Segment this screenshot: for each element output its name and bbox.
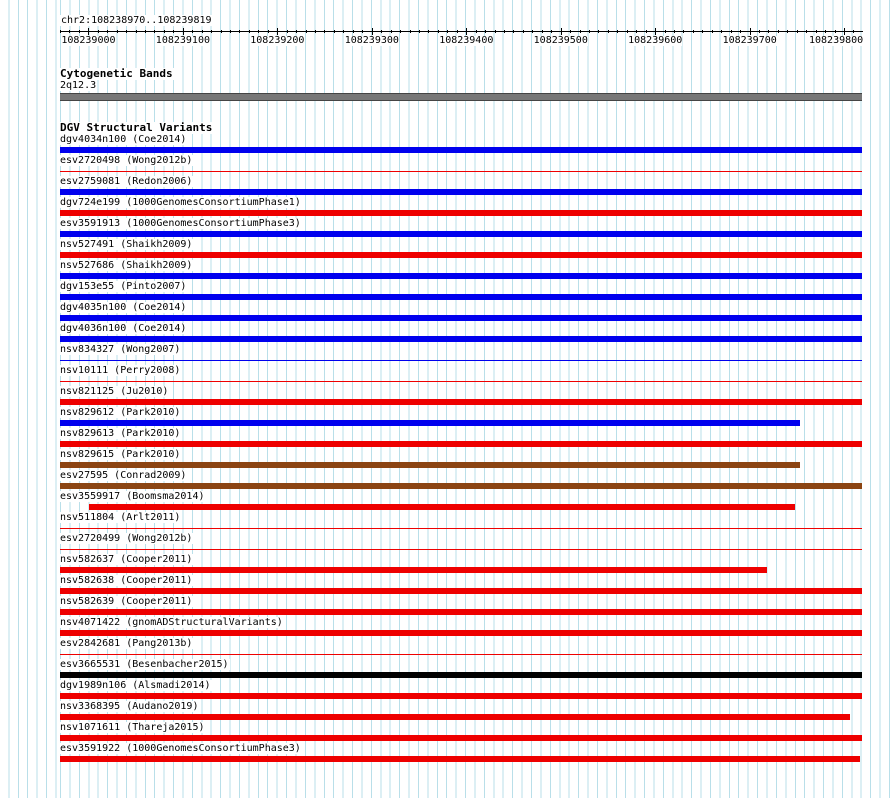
variant-label[interactable]: dgv724e199 (1000GenomesConsortiumPhase1) <box>60 197 301 208</box>
variant-bar[interactable] <box>60 171 862 172</box>
ruler-tick-label: 108239000 <box>61 35 116 46</box>
ruler-minor-tick <box>324 30 325 33</box>
variant-bar[interactable] <box>60 381 862 382</box>
ruler-minor-tick <box>173 30 174 33</box>
ruler-minor-tick <box>258 30 259 33</box>
ruler-minor-tick <box>665 30 666 33</box>
ruler-minor-tick <box>400 30 401 33</box>
ruler-minor-tick <box>296 30 297 33</box>
variant-label[interactable]: dgv1989n106 (Alsmadi2014) <box>60 680 211 691</box>
ruler-minor-tick <box>778 30 779 33</box>
variant-label[interactable]: esv2720498 (Wong2012b) <box>60 155 193 166</box>
variant-label[interactable]: nsv1071611 (Thareja2015) <box>60 722 205 733</box>
variant-bar[interactable] <box>60 672 862 678</box>
ruler-minor-tick <box>580 30 581 33</box>
variant-bar[interactable] <box>60 294 862 300</box>
variant-bar[interactable] <box>60 189 862 195</box>
ruler-minor-tick <box>343 30 344 33</box>
ruler-major-tick <box>561 28 562 35</box>
ruler-minor-tick <box>79 30 80 33</box>
variant-label[interactable]: dgv4036n100 (Coe2014) <box>60 323 187 334</box>
variant-label[interactable]: nsv821125 (Ju2010) <box>60 386 169 397</box>
ruler-minor-tick <box>712 30 713 33</box>
ruler-minor-tick <box>419 30 420 33</box>
ruler-minor-tick <box>447 30 448 33</box>
variant-bar[interactable] <box>89 504 795 510</box>
ruler-minor-tick <box>787 30 788 33</box>
variant-bar[interactable] <box>60 147 862 153</box>
ruler-minor-tick <box>589 30 590 33</box>
dgv-track-title[interactable]: DGV Structural Variants <box>60 121 213 134</box>
variant-label[interactable]: nsv582637 (Cooper2011) <box>60 554 193 565</box>
ruler-tick-label: 108239600 <box>628 35 683 46</box>
ruler-minor-tick <box>513 30 514 33</box>
ruler-tick-label: 108239800 <box>809 35 864 46</box>
ruler-minor-tick <box>69 30 70 33</box>
ruler-minor-tick <box>126 30 127 33</box>
variant-bar[interactable] <box>60 549 862 550</box>
variant-label[interactable]: esv27595 (Conrad2009) <box>60 470 187 481</box>
ruler-tick-label: 108239100 <box>155 35 210 46</box>
ruler-minor-tick <box>693 30 694 33</box>
variant-label[interactable]: nsv829613 (Park2010) <box>60 428 181 439</box>
ruler-minor-tick <box>164 30 165 33</box>
ruler-major-tick <box>750 28 751 35</box>
ruler-minor-tick <box>287 30 288 33</box>
variant-bar[interactable] <box>60 567 767 573</box>
ruler-minor-tick <box>532 30 533 33</box>
variant-label[interactable]: nsv3368395 (Audano2019) <box>60 701 199 712</box>
ruler-minor-tick <box>145 30 146 33</box>
variant-label[interactable]: nsv582638 (Cooper2011) <box>60 575 193 586</box>
ruler-major-tick <box>277 28 278 35</box>
ruler-minor-tick <box>674 30 675 33</box>
variant-bar[interactable] <box>60 315 862 321</box>
variant-label[interactable]: dgv4034n100 (Coe2014) <box>60 134 187 145</box>
ruler-minor-tick <box>428 30 429 33</box>
ruler-minor-tick <box>268 30 269 33</box>
ruler-tick-label: 108239200 <box>250 35 305 46</box>
ruler-minor-tick <box>759 30 760 33</box>
ruler-minor-tick <box>438 30 439 33</box>
ruler-minor-tick <box>768 30 769 33</box>
ruler-minor-tick <box>98 30 99 33</box>
variant-bar[interactable] <box>60 252 862 258</box>
ruler-minor-tick <box>391 30 392 33</box>
ruler-major-tick <box>183 28 184 35</box>
ruler-minor-tick <box>495 30 496 33</box>
ruler-major-tick <box>466 28 467 35</box>
ruler-major-tick <box>655 28 656 35</box>
ruler-minor-tick <box>136 30 137 33</box>
ruler-minor-tick <box>721 30 722 33</box>
ruler-minor-tick <box>154 30 155 33</box>
ruler-minor-tick <box>598 30 599 33</box>
variant-label[interactable]: esv3591913 (1000GenomesConsortiumPhase3) <box>60 218 301 229</box>
variant-bar[interactable] <box>60 273 862 279</box>
ruler-minor-tick <box>60 30 61 33</box>
ruler-minor-tick <box>825 30 826 33</box>
variant-label[interactable]: nsv829615 (Park2010) <box>60 449 181 460</box>
ruler-minor-tick <box>192 30 193 33</box>
variant-label[interactable]: nsv511804 (Arlt2011) <box>60 512 181 523</box>
variant-bar[interactable] <box>60 462 800 468</box>
ruler-minor-tick <box>608 30 609 33</box>
ruler-minor-tick <box>239 30 240 33</box>
ruler-minor-tick <box>362 30 363 33</box>
ruler-minor-tick <box>334 30 335 33</box>
ruler-minor-tick <box>570 30 571 33</box>
variant-label[interactable]: nsv527491 (Shaikh2009) <box>60 239 193 250</box>
variant-bar[interactable] <box>60 693 862 699</box>
ruler-tick-label: 108239500 <box>533 35 588 46</box>
ruler-minor-tick <box>230 30 231 33</box>
ruler-major-tick <box>372 28 373 35</box>
ruler-minor-tick <box>646 30 647 33</box>
ruler-line <box>60 31 863 32</box>
variant-bar[interactable] <box>60 483 862 489</box>
ruler-major-tick <box>844 28 845 35</box>
ruler-major-tick <box>88 28 89 35</box>
ruler-minor-tick <box>504 30 505 33</box>
ruler-minor-tick <box>381 30 382 33</box>
ruler-minor-tick <box>457 30 458 33</box>
variant-label[interactable]: esv2720499 (Wong2012b) <box>60 533 193 544</box>
variant-label[interactable]: esv2842681 (Pang2013b) <box>60 638 193 649</box>
ruler-tick-label: 108239400 <box>439 35 494 46</box>
ruler-minor-tick <box>117 30 118 33</box>
variant-label[interactable]: esv3559917 (Boomsma2014) <box>60 491 205 502</box>
ruler-minor-tick <box>731 30 732 33</box>
variant-label[interactable]: esv2759081 (Redon2006) <box>60 176 193 187</box>
ruler-minor-tick <box>797 30 798 33</box>
ruler-minor-tick <box>485 30 486 33</box>
variant-label[interactable]: nsv10111 (Perry2008) <box>60 365 181 376</box>
ruler-tick-label: 108239700 <box>722 35 777 46</box>
ruler-minor-tick <box>617 30 618 33</box>
ruler-tick-label: 108239300 <box>344 35 399 46</box>
variant-bar[interactable] <box>60 420 800 426</box>
ruler-minor-tick <box>627 30 628 33</box>
variant-bar[interactable] <box>60 630 862 636</box>
ruler-minor-tick <box>476 30 477 33</box>
ruler-minor-tick <box>853 30 854 33</box>
ruler-minor-tick <box>835 30 836 33</box>
ruler-minor-tick <box>221 30 222 33</box>
variant-bar[interactable] <box>60 756 860 762</box>
ruler-minor-tick <box>683 30 684 33</box>
variant-label[interactable]: nsv527686 (Shaikh2009) <box>60 260 193 271</box>
variant-label[interactable]: nsv829612 (Park2010) <box>60 407 181 418</box>
ruler-minor-tick <box>315 30 316 33</box>
ruler-minor-tick <box>806 30 807 33</box>
ruler-minor-tick <box>107 30 108 33</box>
variant-label[interactable]: nsv4071422 (gnomADStructuralVariants) <box>60 617 283 628</box>
variant-bar[interactable] <box>60 336 862 342</box>
variant-bar[interactable] <box>60 735 862 741</box>
variant-bar[interactable] <box>60 588 862 594</box>
variant-label[interactable]: nsv834327 (Wong2007) <box>60 344 181 355</box>
location-label: chr2:108238970..108239819 <box>61 15 212 26</box>
ruler-minor-tick <box>410 30 411 33</box>
ruler-minor-tick <box>542 30 543 33</box>
variant-bar[interactable] <box>60 441 862 447</box>
ruler-minor-tick <box>702 30 703 33</box>
ruler-minor-tick <box>353 30 354 33</box>
cytoband-label: 2q12.3 <box>60 80 97 91</box>
ruler-minor-tick <box>740 30 741 33</box>
ruler-minor-tick <box>306 30 307 33</box>
ruler-minor-tick <box>636 30 637 33</box>
cytoband-track-title[interactable]: Cytogenetic Bands <box>60 67 173 80</box>
variant-bar[interactable] <box>60 231 862 237</box>
ruler-minor-tick <box>211 30 212 33</box>
cytoband-2q12-3[interactable] <box>60 93 862 101</box>
variant-bar[interactable] <box>60 609 862 615</box>
variant-bar[interactable] <box>60 528 862 529</box>
ruler-minor-tick <box>523 30 524 33</box>
variant-label[interactable]: nsv582639 (Cooper2011) <box>60 596 193 607</box>
ruler-minor-tick <box>202 30 203 33</box>
variant-label[interactable]: dgv4035n100 (Coe2014) <box>60 302 187 313</box>
variant-bar[interactable] <box>60 714 850 720</box>
variant-bar[interactable] <box>60 399 862 405</box>
ruler-minor-tick <box>816 30 817 33</box>
variant-label[interactable]: esv3591922 (1000GenomesConsortiumPhase3) <box>60 743 301 754</box>
variant-label[interactable]: dgv153e55 (Pinto2007) <box>60 281 187 292</box>
ruler-minor-tick <box>551 30 552 33</box>
variant-bar[interactable] <box>60 360 862 361</box>
variant-bar[interactable] <box>60 210 862 216</box>
ruler-minor-tick <box>249 30 250 33</box>
coordinate-ruler[interactable] <box>60 28 864 46</box>
variant-bar[interactable] <box>60 654 862 655</box>
variant-label[interactable]: esv3665531 (Besenbacher2015) <box>60 659 229 670</box>
